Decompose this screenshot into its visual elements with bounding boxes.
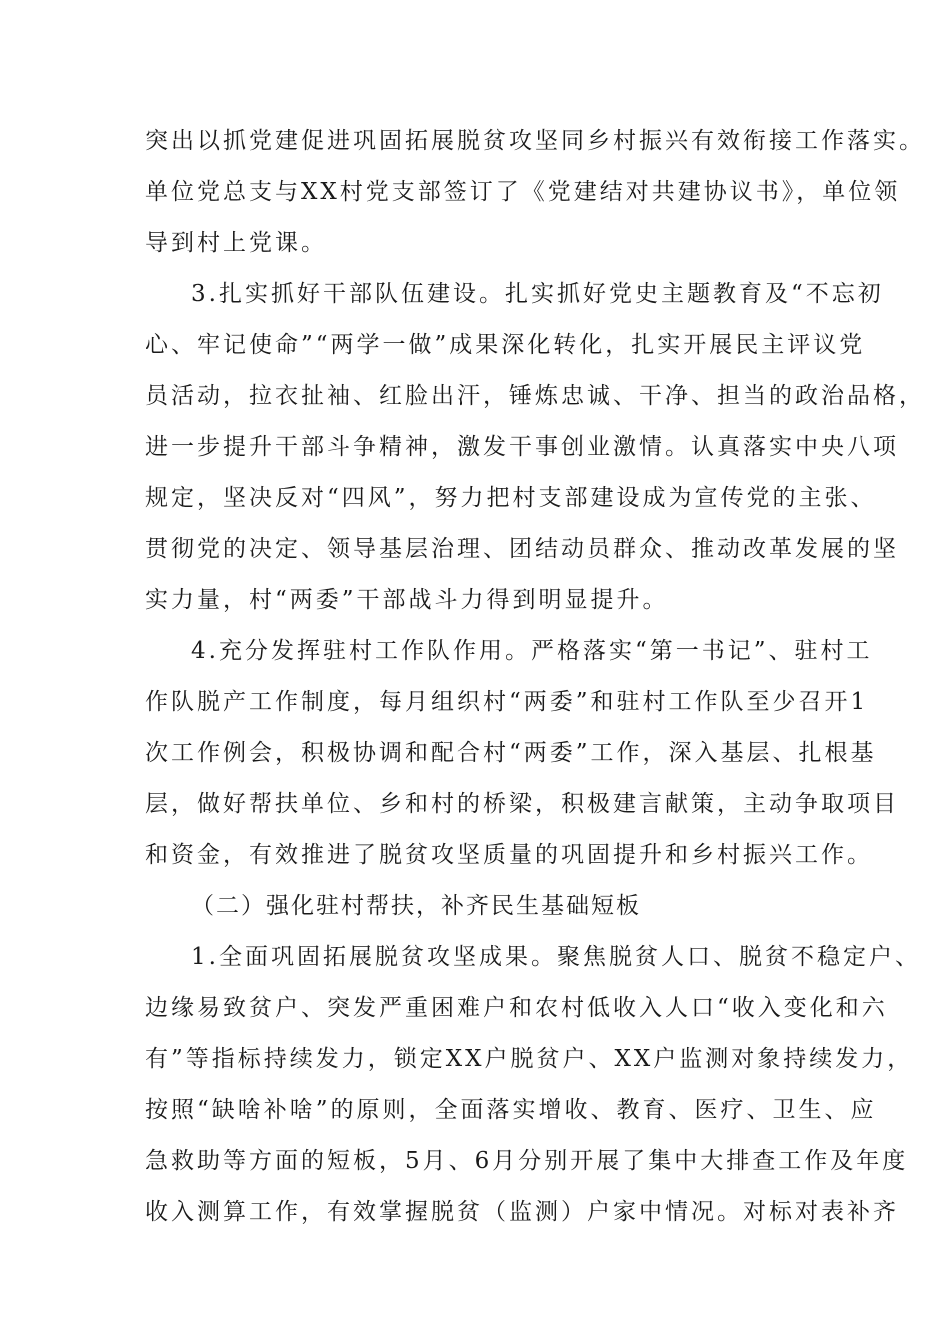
text-line: 和资金，有效推进了脱贫攻坚质量的巩固提升和乡村振兴工作。	[145, 842, 873, 868]
text-line: 单位党总支与XX村党支部签订了《党建结对共建协议书》，单位领	[145, 179, 901, 205]
text-line: 进一步提升干部斗争精神，激发干事创业激情。认真落实中央八项	[145, 434, 899, 460]
section-heading: （二）强化驻村帮扶，补齐民生基础短板	[191, 893, 641, 919]
text-line: 次工作例会，积极协调和配合村“两委”工作，深入基层、扎根基	[145, 740, 877, 766]
text-line: 边缘易致贫户、突发严重困难户和农村低收入人口“收入变化和六	[145, 995, 888, 1021]
paragraph-start-line: 1.全面巩固拓展脱贫攻坚成果。聚焦脱贫人口、脱贫不稳定户、	[191, 944, 921, 970]
text-line: 规定，坚决反对“四风”，努力把村支部建设成为宣传党的主张、	[145, 485, 877, 511]
text-line: 突出以抓党建促进巩固拓展脱贫攻坚同乡村振兴有效衔接工作落实。	[145, 128, 925, 154]
text-line: 按照“缺啥补啥”的原则，全面落实增收、教育、医疗、卫生、应	[145, 1097, 877, 1123]
text-line: 收入测算工作，有效掌握脱贫（监测）户家中情况。对标对表补齐	[145, 1199, 899, 1225]
text-line: 贯彻党的决定、领导基层治理、团结动员群众、推动改革发展的坚	[145, 536, 899, 562]
document-body	[145, 120, 925, 1242]
paragraph-start-line: 4.充分发挥驻村工作队作用。严格落实“第一书记”、驻村工	[191, 638, 873, 664]
text-line: 有”等指标持续发力，锁定XX户脱贫户、XX户监测对象持续发力，	[145, 1046, 914, 1072]
paragraph-start-line: 3.扎实抓好干部队伍建设。扎实抓好党史主题教育及“不忘初	[191, 281, 884, 307]
text-line: 心、牢记使命”“两学一做”成果深化转化，扎实开展民主评议党	[145, 332, 866, 358]
text-line: 急救助等方面的短板，5月、6月分别开展了集中大排查工作及年度	[145, 1148, 909, 1174]
text-line: 员活动，拉衣扯袖、红脸出汗，锤炼忠诚、干净、担当的政治品格，	[145, 383, 925, 409]
text-line: 作队脱产工作制度，每月组织村“两委”和驻村工作队至少召开1	[145, 689, 869, 715]
text-line: 导到村上党课。	[145, 230, 327, 256]
text-line: 实力量，村“两委”干部战斗力得到明显提升。	[145, 587, 669, 613]
text-line: 层，做好帮扶单位、乡和村的桥梁，积极建言献策，主动争取项目	[145, 791, 899, 817]
